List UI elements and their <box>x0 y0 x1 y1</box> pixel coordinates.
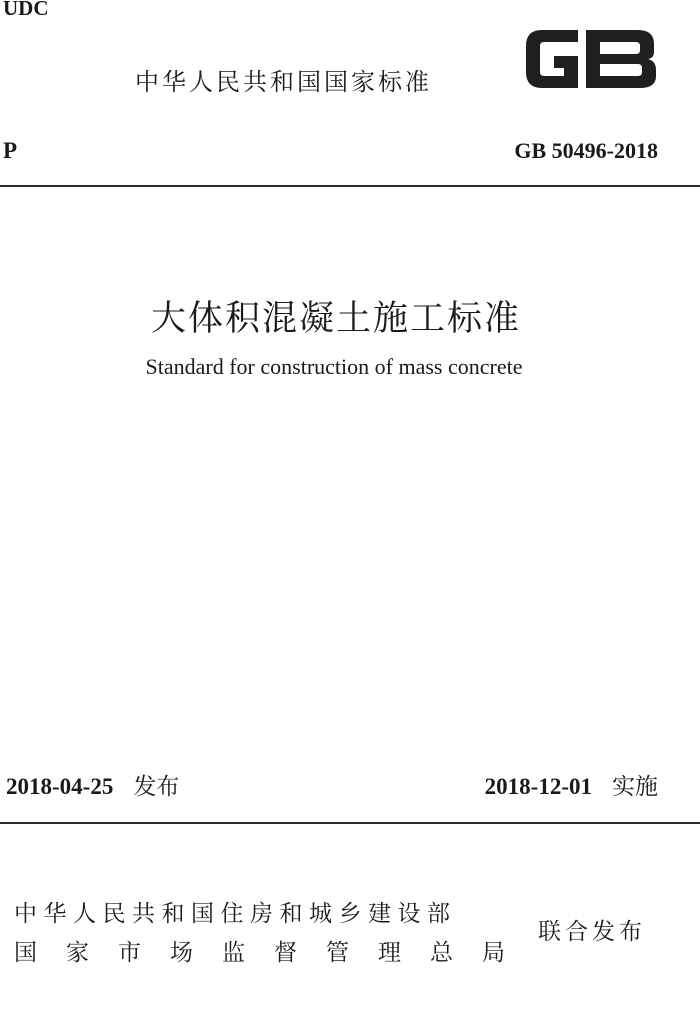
implementation-date-block <box>485 768 658 801</box>
issue-label: 发布 <box>133 774 180 800</box>
issuer-ministry: 中华人民共和国住房和城乡建设部 <box>14 901 457 927</box>
udc-label: UDC <box>3 0 49 20</box>
joint-issue-label: 联合发布 <box>538 919 646 945</box>
national-standard-title: 中华人民共和国国家标准 <box>135 68 432 96</box>
title-english: Standard for construction of mass concrete <box>145 354 523 379</box>
issuer-administration: 国家市场监督管理总局 <box>14 940 534 966</box>
implementation-date: 2018-12-01 <box>484 774 592 799</box>
standard-number: GB 50496-2018 <box>514 138 658 163</box>
title-chinese: 大体积混凝土施工标准 <box>150 299 521 339</box>
header-divider <box>0 185 700 187</box>
issue-date: 2018-04-25 <box>6 774 114 799</box>
implementation-label: 实施 <box>612 774 658 800</box>
footer-divider <box>0 822 700 824</box>
gb-logo <box>518 24 663 94</box>
classification-letter: P <box>3 138 18 163</box>
issue-date-block <box>6 768 179 801</box>
